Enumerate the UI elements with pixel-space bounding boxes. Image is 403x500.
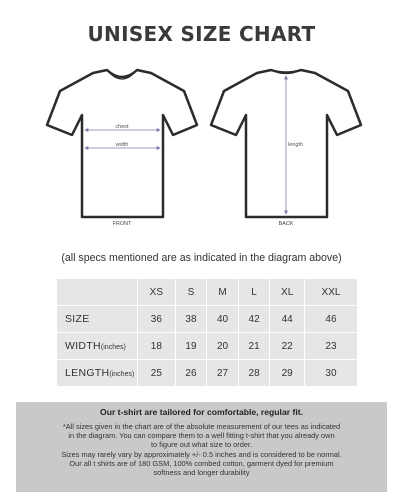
length-label: length (288, 142, 303, 148)
fit-info-box (16, 402, 387, 492)
table-cell: 27 (207, 360, 238, 386)
back-label: BACK (278, 221, 294, 227)
size-column-header: S (176, 279, 207, 305)
table-cell: 30 (305, 360, 357, 386)
fit-detail-line: *All sizes given in the chart are of the absolute measurement of our tees as indicated (62, 422, 341, 431)
width-label: width (115, 142, 129, 148)
row-label: SIZE (57, 306, 137, 332)
table-cell: 42 (239, 306, 270, 332)
page-title: UNISEX SIZE CHART (87, 22, 316, 46)
size-column-header: XXL (305, 279, 357, 305)
size-table (56, 278, 358, 387)
table-cell: 44 (270, 306, 304, 332)
front-label: FRONT (112, 221, 132, 227)
table-corner-cell (57, 279, 137, 305)
table-cell: 20 (207, 333, 238, 359)
tshirt-diagram (0, 62, 403, 234)
size-column-header: XS (138, 279, 175, 305)
fit-heading: Our t-shirt are tailored for comfortable, regular fit. (100, 407, 303, 417)
size-column-header: L (239, 279, 270, 305)
fit-details (30, 422, 373, 477)
table-cell: 38 (176, 306, 207, 332)
table-cell: 29 (270, 360, 304, 386)
table-row (57, 306, 357, 332)
fit-detail-line: softness and longer durability (153, 468, 250, 478)
table-cell: 25 (138, 360, 175, 386)
fit-detail-line: to figure out what size to order. (150, 440, 253, 450)
row-label: LENGTH(inches) (57, 360, 137, 386)
front-tshirt-drawing (47, 70, 197, 227)
back-tshirt-drawing (211, 70, 361, 227)
table-cell: 21 (239, 333, 270, 359)
table-cell: 22 (270, 333, 304, 359)
table-header-row (57, 279, 357, 305)
table-row (57, 333, 357, 359)
row-unit: (inches) (109, 371, 135, 378)
table-cell: 18 (138, 333, 175, 359)
table-cell: 46 (305, 306, 357, 332)
table-cell: 28 (239, 360, 270, 386)
fit-detail-line: Sizes may rarely vary by approximately +/- 0.5 inches and is considered to be normal. (61, 449, 342, 459)
row-label: WIDTH(inches) (57, 333, 137, 359)
size-column-header: M (207, 279, 238, 305)
spec-note: (all specs mentioned are as indicated in the diagram above) (61, 252, 342, 264)
table-cell: 19 (176, 333, 207, 359)
table-cell: 40 (207, 306, 238, 332)
table-cell: 23 (305, 333, 357, 359)
size-column-header: XL (270, 279, 304, 305)
chest-label: chest (115, 124, 129, 130)
fit-detail-line: in the diagram. You can compare them to a well fitting t-shirt that you already own (68, 431, 335, 441)
table-cell: 36 (138, 306, 175, 332)
fit-detail-line: Our all t shirts are of 180 GSM, 100% combed cotton, garment dyed for premium (69, 458, 334, 468)
table-row (57, 360, 357, 386)
table-cell: 26 (176, 360, 207, 386)
row-unit: (inches) (100, 344, 126, 351)
